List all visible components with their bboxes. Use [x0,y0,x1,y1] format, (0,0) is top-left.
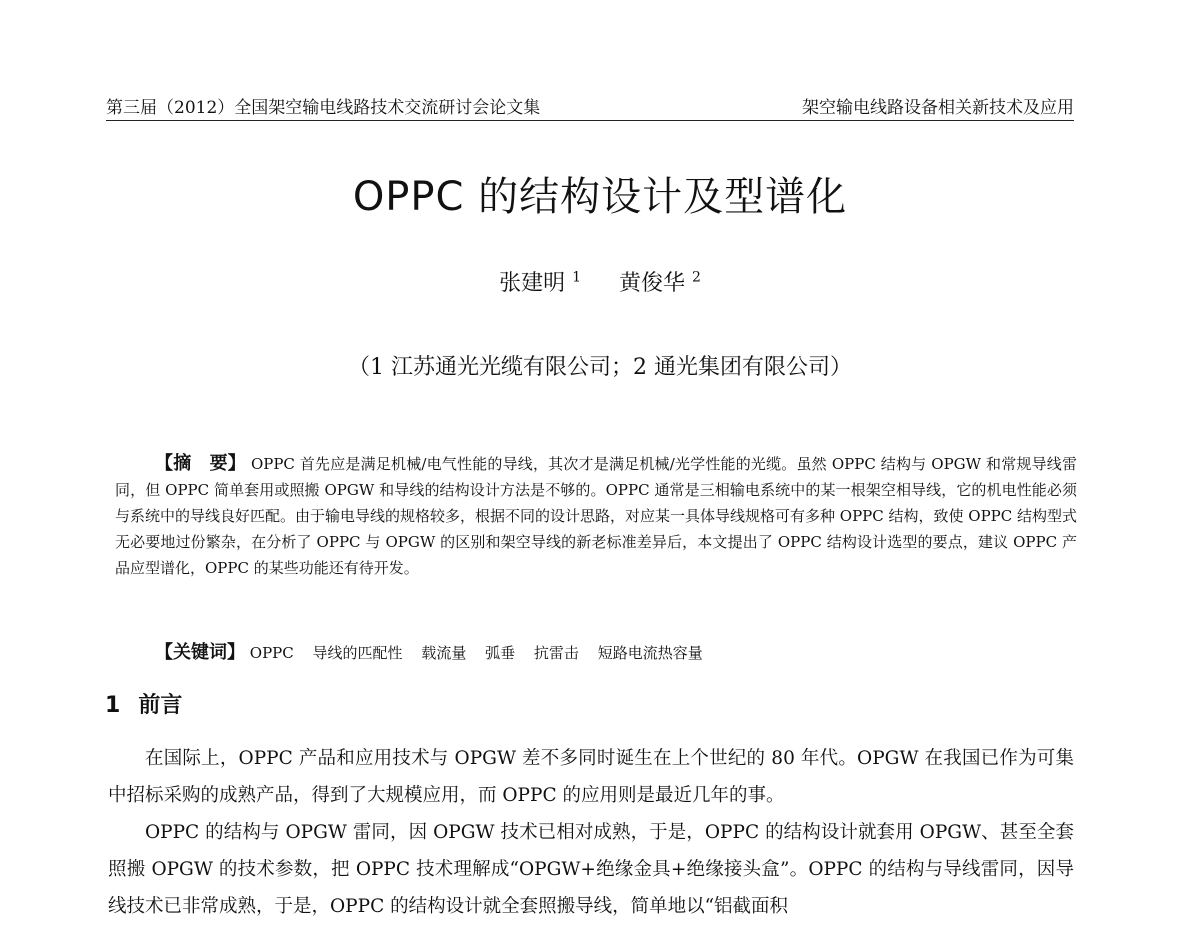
body-text [108,740,1074,925]
affiliation: （1 江苏通光光缆有限公司；2 通光集团有限公司） [348,355,852,380]
paragraph: OPPC 的结构与 OPGW 雷同，因 OPGW 技术已相对成熟，于是，OPPC 的结构设计就套用 OPGW、甚至全套照搬 OPGW 的技术参数，把 OPPC 技术理解成“OPGW+绝缘金具+绝缘接头盒”。OPPC 的结构与导线雷同，因导线技术已非常成熟，于是，OPPC 的结构设计就全套照搬导线，简单地以“铝截面积 [108,822,1074,917]
keyword: 导线的匹配性 [312,644,403,662]
author-name: 黄俊华 [619,271,686,296]
keyword: 短路电流热容量 [597,644,703,662]
abstract-text: OPPC 首先应是满足机械/电气性能的导线，其次才是满足机械/光学性能的光缆。虽然 OPPC 结构与 OPGW 和常规导线雷同，但 OPPC 简单套用或照搬 OPGW 和导线的结构设计方法是不够的。OPPC 通常是三相输电系统中的某一根架空相导线，它的机电性能必须与系统中的导线良好匹配。由于输电导线的规格较多，根据不同的设计思路，对应某一具体导线规格可有多种 OPPC 结构，致使 OPPC 结构型式无必要地过份繁杂，在分析了 OPPC 与 OPGW 的区别和架空导线的新老标准差异后，本文提出了 OPPC 结构设计选型的要点，建议 OPPC 产品应型谱化，OPPC 的某些功能还有待开发。 [115,455,1077,577]
author-line [0,266,1200,297]
running-header-right: 架空输电线路设备相关新技术及应用 [802,98,1074,118]
paragraph: 在国际上，OPPC 产品和应用技术与 OPGW 差不多同时诞生在上个世纪的 80 年代。OPGW 在我国已作为可集中招标采购的成熟产品，得到了大规模应用，而 OPPC 的应用则是最近几年的事。 [108,748,1074,806]
abstract-label: 【摘 要】 [155,453,246,474]
keyword: 弧垂 [485,644,516,662]
author-name: 张建明 [499,271,566,296]
abstract [115,451,1077,581]
section-number: 1 [105,693,121,718]
author-affiliation-mark: 1 [572,269,581,286]
section-heading [105,688,182,719]
keywords [155,638,703,664]
header-rule [106,120,1074,121]
keyword: 抗雷击 [533,644,579,662]
paper-title: OPPC 的结构设计及型谱化 [352,174,848,220]
running-header-left: 第三届（2012）全国架空输电线路技术交流研讨会论文集 [106,98,541,118]
keyword: 载流量 [421,644,467,662]
keyword: OPPC [249,644,294,662]
keywords-label: 【关键词】 [155,642,245,663]
author-affiliation-mark: 2 [692,269,701,286]
section-title: 前言 [138,693,183,718]
